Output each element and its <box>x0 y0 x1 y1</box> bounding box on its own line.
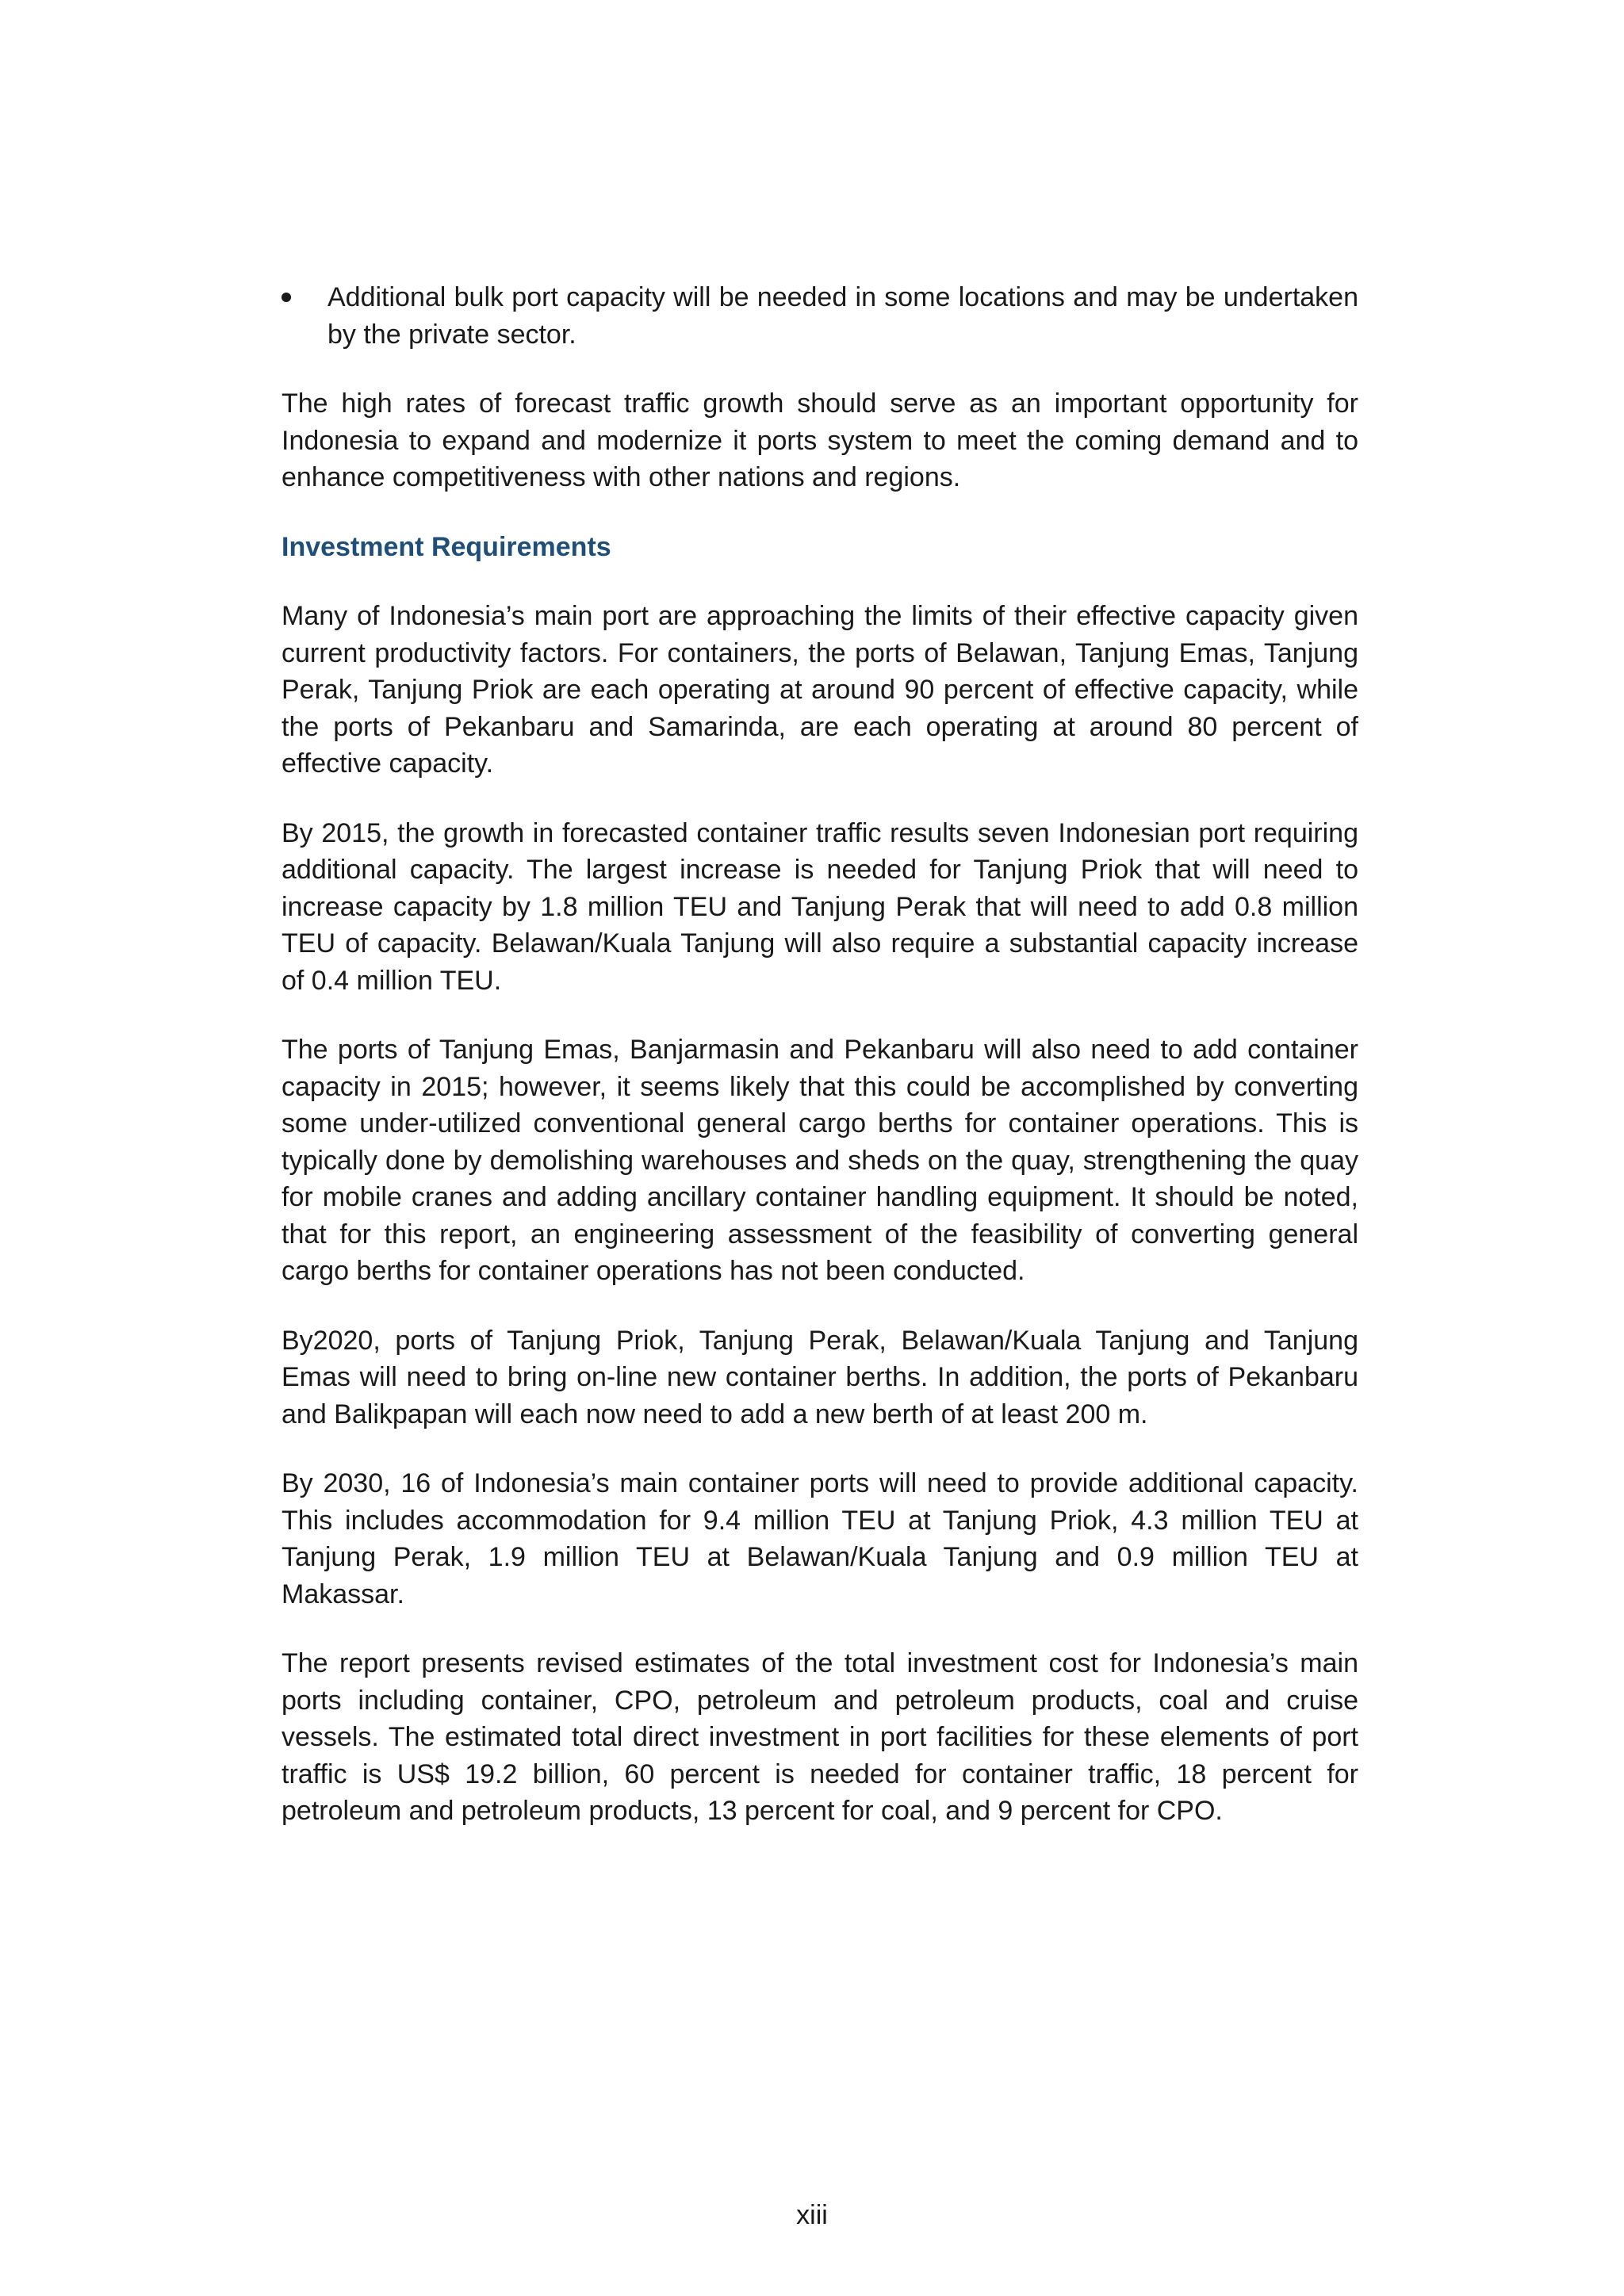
intro-paragraph: The high rates of forecast traffic growth should serve as an important opportunity for Indonesia to expand and modernize it ports system to meet the coming demand and to enhance competitiveness with other nations and regions. <box>282 388 1358 492</box>
bullet-icon <box>282 293 291 302</box>
page-number: xiii <box>796 2200 828 2230</box>
paragraph-2015-growth: By 2015, the growth in forecasted container traffic results seven Indonesian port requiring additional capacity. The largest increase is needed for Tanjung Priok that will need to increase capacity by 1.8 million TEU and Tanjung Perak that will need to add 0.8 million TEU of capacity. Belawan/Kuala Tanjung will also require a substantial capacity increase of 0.4 million TEU. <box>282 817 1358 996</box>
section-heading: Investment Requirements <box>282 531 611 562</box>
paragraph-2020: By2020, ports of Tanjung Priok, Tanjung Perak, Belawan/Kuala Tanjung and Tanjung Emas will need to bring on-line new container berths. In addition, the ports of Pekanbaru and Balikpapan will each now need to add a new berth of at least 200 m. <box>282 1325 1358 1429</box>
bullet-item <box>282 279 1358 353</box>
paragraph-2030: By 2030, 16 of Indonesia’s main container ports will need to provide additional capacity. This includes accommodation for 9.4 million TEU at Tanjung Priok, 4.3 million TEU at Tanjung Perak, 1.9 million TEU at Belawan/Kuala Tanjung and 0.9 million TEU at Makassar. <box>282 1468 1358 1609</box>
paragraph-capacity-limits: Many of Indonesia’s main port are approaching the limits of their effective capacity given current productivity factors. For containers, the ports of Belawan, Tanjung Emas, Tanjung Perak, Tanjung Priok are each operating at around 90 percent of effective capacity, while the ports of Pekanbaru and Samarinda, are each operating at around 80 percent of effective capacity. <box>282 601 1358 779</box>
paragraph-investment-cost: The report presents revised estimates of the total investment cost for Indonesia’s main ports including container, CPO, petroleum and petroleum products, coal and cruise vessels. The estimated total direct investment in port facilities for these elements of port traffic is US$ 19.2 billion, 60 percent is needed for container traffic, 18 percent for petroleum and petroleum products, 13 percent for coal, and 9 percent for CPO. <box>282 1648 1358 1826</box>
bullet-text: Additional bulk port capacity will be needed in some locations and may be undertaken by the private sector. <box>327 282 1358 350</box>
paragraph-2015-conversion: The ports of Tanjung Emas, Banjarmasin and Pekanbaru will also need to add container capacity in 2015; however, it seems likely that this could be accomplished by converting some under-utilized conventional general cargo berths for container operations. This is typically done by demolishing warehouses and sheds on the quay, strengthening the quay for mobile cranes and adding ancillary container handling equipment. It should be noted, that for this report, an engineering assessment of the feasibility of converting general cargo berths for container operations has not been conducted. <box>282 1035 1358 1286</box>
document-body <box>282 279 1358 1862</box>
